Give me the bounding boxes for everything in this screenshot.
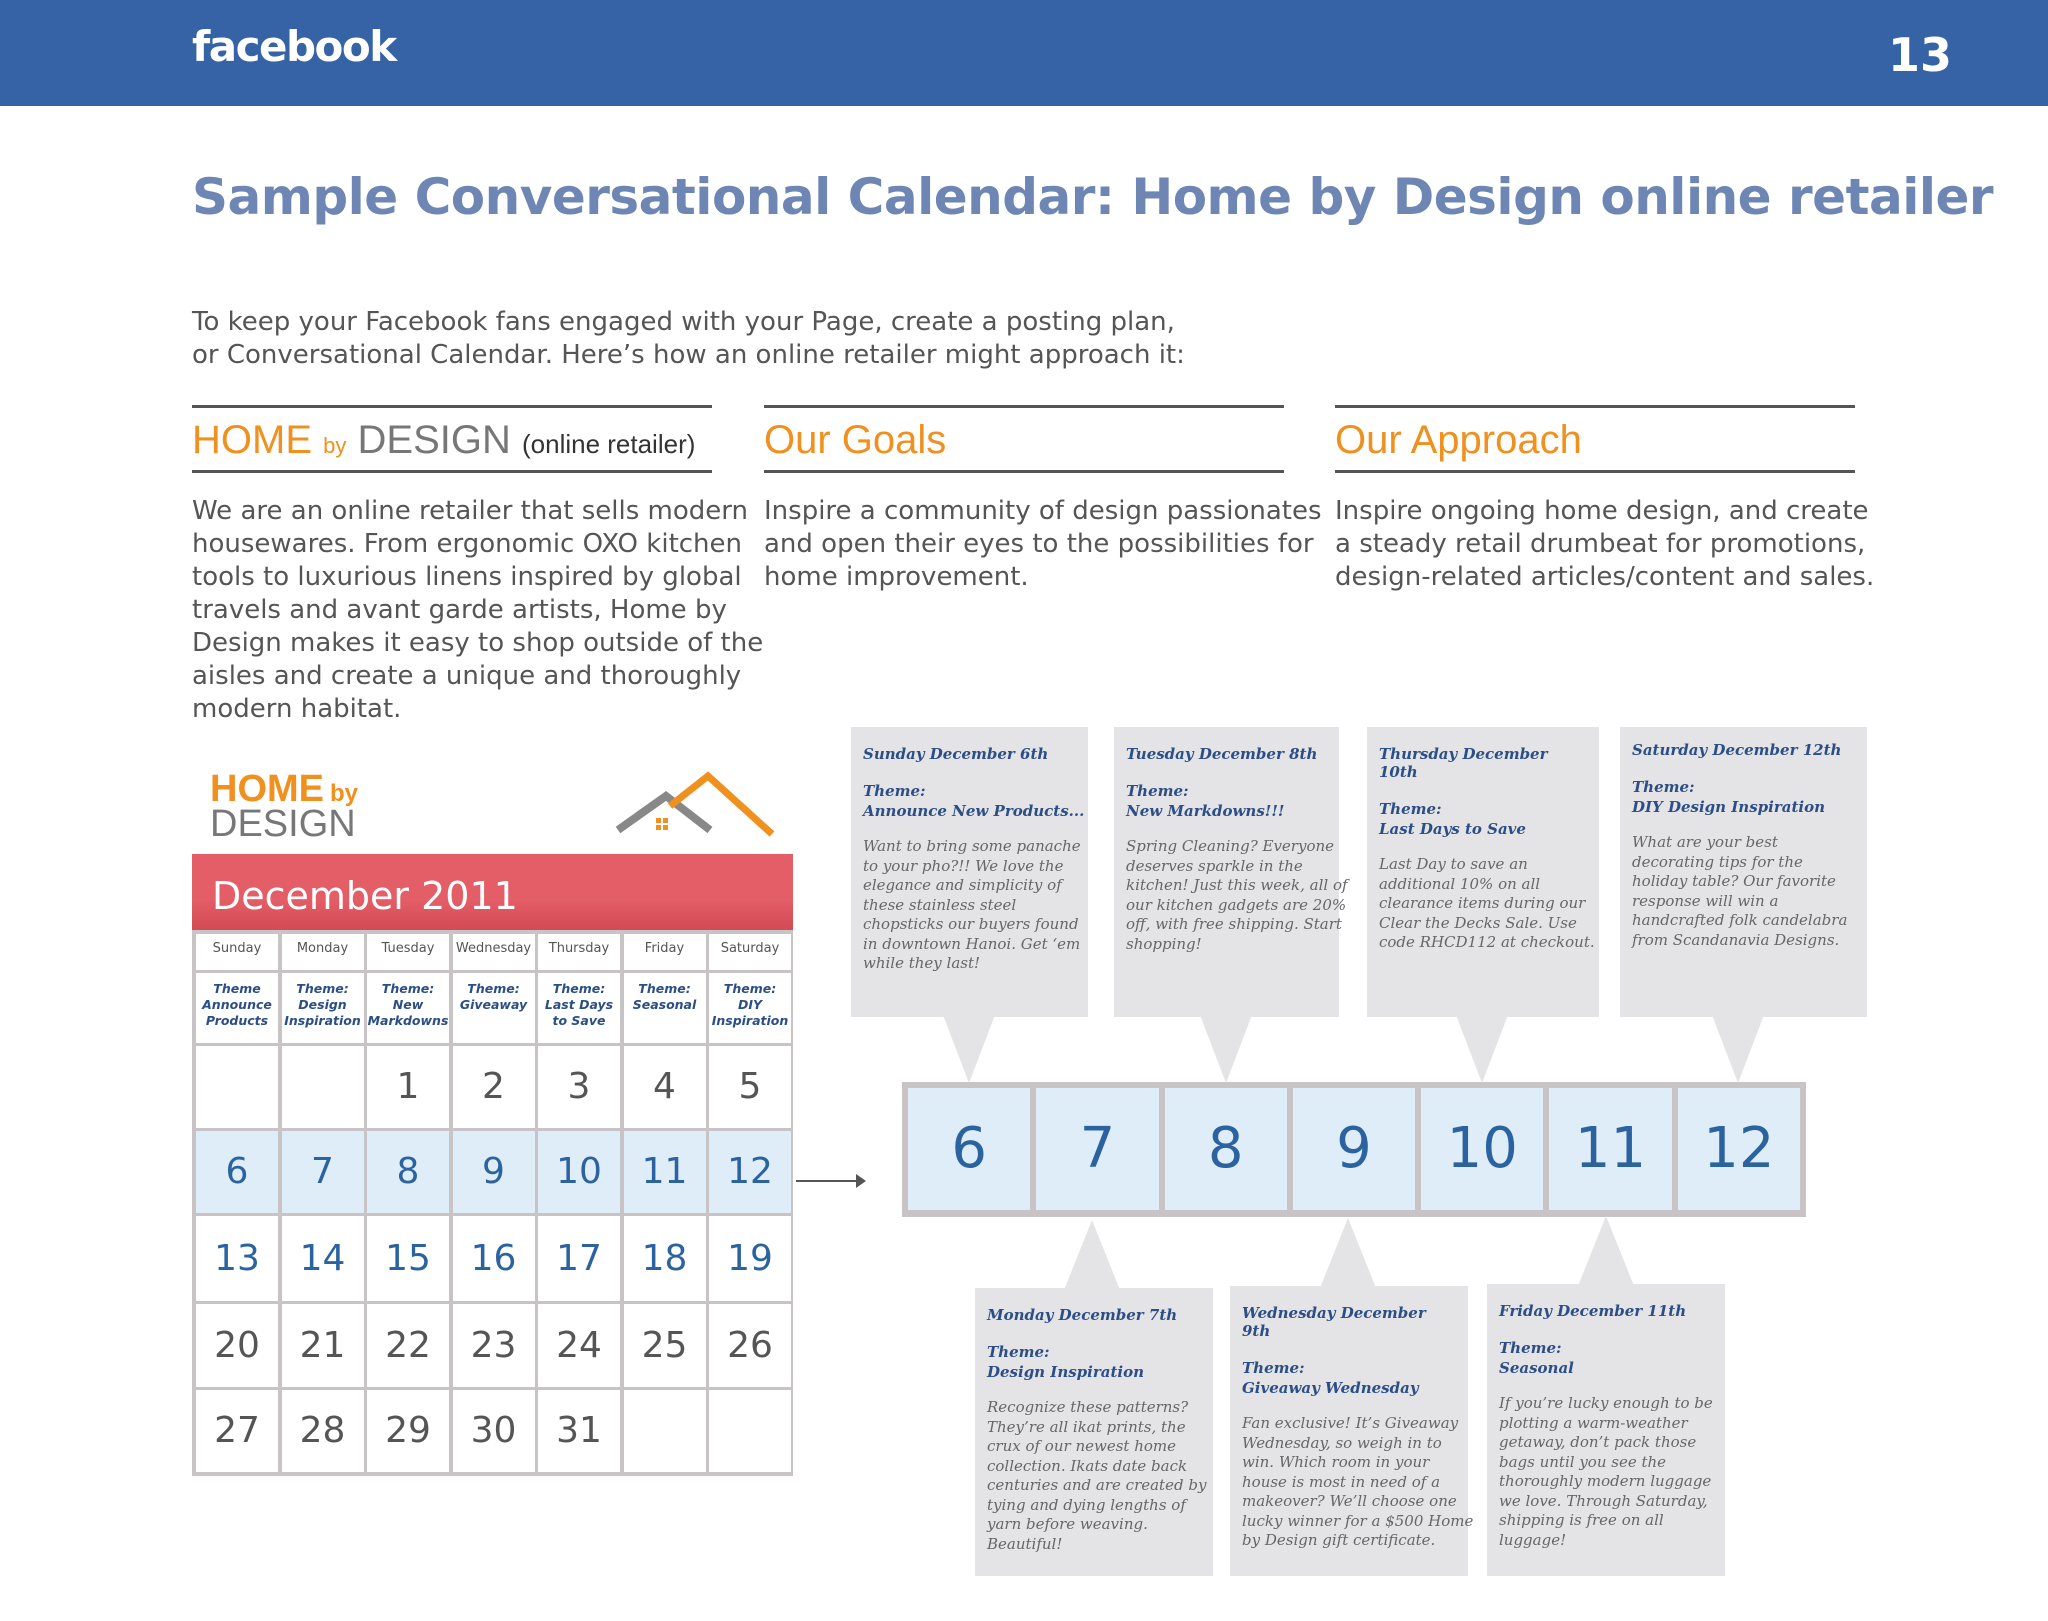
theme-label: Theme:	[1632, 778, 1695, 796]
calendar-date-number: 10	[556, 1151, 602, 1192]
calendar-date-number: 9	[482, 1151, 505, 1192]
post-bubble-sunday	[851, 727, 1088, 1017]
calendar-date-number: 16	[470, 1238, 517, 1279]
text-line: Clear the Decks Sale. Use	[1379, 913, 1577, 932]
calendar-date-number: 1	[396, 1066, 420, 1107]
facebook-logo: facebook	[192, 22, 396, 71]
calendar-logo-design: DESIGN	[210, 803, 356, 845]
calendar-theme	[538, 973, 620, 1043]
post-text	[863, 837, 1081, 974]
calendar-date-number: 15	[385, 1238, 431, 1279]
text-line: tying and dying lengths of	[987, 1495, 1186, 1514]
text-line: we love. Through Saturday,	[1499, 1491, 1708, 1510]
text-line: aisles and create a unique and thoroughly	[192, 661, 742, 691]
theme-label: Theme:	[987, 1343, 1050, 1361]
post-theme	[1242, 1358, 1456, 1398]
theme-value: Design Inspiration	[987, 1363, 1145, 1381]
calendar-date-cell	[538, 1390, 620, 1472]
calendar-date-cell	[453, 1390, 535, 1472]
approach-heading-text: Our Approach	[1335, 418, 1582, 462]
calendar-date-number: 13	[214, 1238, 260, 1279]
calendar-date-cell	[282, 1131, 364, 1213]
text-line: bags until you see the	[1499, 1452, 1667, 1471]
text-line: centuries and are created by	[987, 1476, 1207, 1494]
text-line: from Scandanavia Designs.	[1632, 930, 1840, 949]
company-home: HOME	[192, 418, 312, 462]
calendar-theme-line: Markdowns	[367, 1013, 449, 1028]
calendar-date-cell	[367, 1131, 449, 1213]
calendar-date-cell	[624, 1390, 706, 1472]
text-line: house is most in need of a	[1242, 1472, 1441, 1491]
calendar-date-cell	[282, 1046, 364, 1128]
calendar-month: December 2011	[212, 874, 518, 918]
calendar-date-number: 18	[641, 1238, 688, 1279]
text-line: holiday table? Our favorite	[1632, 872, 1836, 890]
text-line: Inspire a community of design passionates	[764, 496, 1322, 526]
theme-label: Theme:	[1242, 1359, 1305, 1377]
goals-heading	[764, 405, 1284, 473]
calendar-header	[192, 854, 793, 930]
calendar-day-name: Saturday	[709, 934, 791, 970]
post-theme	[1499, 1338, 1713, 1378]
theme-value: Seasonal	[1499, 1359, 1574, 1377]
text-line: housewares. From ergonomic OXO kitchen	[192, 529, 743, 559]
text-line: win. Which room in your	[1242, 1453, 1430, 1471]
post-theme	[1379, 799, 1587, 839]
calendar-day-name: Wednesday	[453, 934, 535, 970]
calendar-theme-line: Theme:	[381, 981, 435, 996]
calendar-date-cell	[709, 1390, 791, 1472]
calendar-date-number: 31	[556, 1410, 602, 1451]
text-line: Fan exclusive! It’s Giveaway	[1242, 1414, 1459, 1432]
text-line: What are your best	[1632, 833, 1778, 851]
week-strip-day: 7	[1036, 1088, 1158, 1210]
company-subtitle: (online retailer)	[521, 429, 696, 459]
approach-heading	[1335, 405, 1855, 473]
calendar-theme-line: Theme:	[467, 981, 520, 996]
calendar-date-number: 11	[641, 1151, 688, 1192]
week-strip-day: 11	[1549, 1088, 1671, 1210]
calendar-date-cell	[196, 1216, 278, 1301]
calendar-theme	[624, 973, 706, 1043]
calendar-day-name: Friday	[624, 934, 706, 970]
text-line: getaway, don’t pack those	[1499, 1433, 1697, 1451]
company-column	[192, 405, 764, 726]
post-date: Monday December 7th	[987, 1306, 1178, 1324]
text-line: Spring Cleaning? Everyone	[1126, 837, 1335, 855]
text-line: They’re all ikat prints, the	[987, 1417, 1186, 1436]
week-strip-day: 10	[1421, 1088, 1543, 1210]
calendar-day-name: Sunday	[196, 934, 278, 970]
calendar-grid	[192, 930, 793, 1476]
company-design: DESIGN	[357, 418, 511, 462]
post-theme	[863, 781, 1085, 821]
bubble-pointer	[1200, 1015, 1252, 1083]
text-line: response will win a	[1632, 891, 1779, 910]
calendar-date-cell	[624, 1304, 706, 1387]
post-date: Wednesday December 9th	[1242, 1304, 1426, 1340]
text-line: Want to bring some panache	[863, 837, 1081, 855]
text-line: crux of our newest home	[987, 1437, 1176, 1455]
calendar-date-number: 30	[470, 1410, 517, 1451]
text-line: a steady retail drumbeat for promotions,	[1335, 529, 1866, 559]
calendar-theme	[709, 973, 791, 1043]
post-theme	[1126, 781, 1327, 821]
theme-label: Theme:	[863, 782, 926, 800]
calendar-date-number: 21	[299, 1325, 346, 1366]
bubble-pointer	[1712, 1015, 1764, 1083]
calendar-theme-line: Theme	[213, 981, 261, 996]
post-text	[1242, 1414, 1474, 1551]
calendar-theme-line: Inspiration	[284, 1013, 361, 1028]
text-line: collection. Ikats date back	[987, 1456, 1188, 1475]
calendar-date-number: 23	[470, 1325, 517, 1366]
goals-description	[764, 495, 1322, 594]
post-bubble-wednesday	[1230, 1286, 1474, 1576]
text-line: to your pho?!! We love the	[863, 856, 1064, 875]
post-bubble-saturday	[1620, 727, 1867, 1017]
calendar-theme-line: Giveaway	[459, 997, 528, 1012]
calendar-date-number: 27	[214, 1410, 260, 1451]
company-heading-text	[192, 418, 695, 463]
calendar-theme	[367, 973, 449, 1043]
text-line: modern habitat.	[192, 694, 402, 724]
calendar-date-cell	[624, 1131, 706, 1213]
text-line: home improvement.	[764, 562, 1029, 592]
week-strip-day: 9	[1293, 1088, 1415, 1210]
text-line: while they last!	[863, 954, 981, 972]
calendar-date-number: 8	[396, 1151, 420, 1192]
theme-label: Theme:	[1126, 782, 1189, 800]
calendar-date-number: 3	[567, 1066, 591, 1107]
calendar-theme-line: to Save	[552, 1013, 606, 1028]
text-line: Last Day to save an	[1379, 855, 1528, 873]
calendar-theme-line: Theme:	[723, 981, 777, 996]
bubble-pointer	[943, 1015, 995, 1083]
text-line: handcrafted folk candelabra	[1632, 911, 1848, 929]
text-line: If you’re lucky enough to be	[1499, 1394, 1713, 1412]
text-line: elegance and simplicity of	[863, 876, 1062, 894]
text-line: these stainless steel	[863, 895, 1017, 914]
theme-value: DIY Design Inspiration	[1632, 798, 1825, 816]
calendar-theme-line: Theme:	[296, 981, 349, 996]
calendar-date-cell	[709, 1131, 791, 1213]
calendar-date-number: 28	[299, 1410, 346, 1451]
calendar-theme-line: Design	[298, 997, 347, 1012]
calendar-day-name: Tuesday	[367, 934, 449, 970]
calendar-date-cell	[196, 1046, 278, 1128]
calendar-date-cell	[538, 1131, 620, 1213]
text-line: design-related articles/content and sales.	[1335, 562, 1875, 592]
text-line: chopsticks our buyers found	[863, 915, 1079, 933]
intro-line: To keep your Facebook fans engaged with your Page, create a posting plan,	[192, 307, 1175, 337]
header-bar	[0, 0, 2048, 106]
calendar-date-number: 26	[727, 1325, 773, 1366]
text-line: luggage!	[1499, 1530, 1567, 1549]
approach-description	[1335, 495, 1875, 594]
text-line: lucky winner for a $500 Home	[1242, 1511, 1474, 1530]
calendar-date-cell	[538, 1216, 620, 1301]
calendar-date-number: 24	[556, 1325, 602, 1366]
post-theme	[1632, 777, 1855, 817]
calendar-theme-line: Theme:	[638, 981, 691, 996]
text-line: clearance items during our	[1379, 894, 1586, 912]
post-bubble-friday	[1487, 1284, 1725, 1576]
calendar-date-cell	[624, 1216, 706, 1301]
calendar-theme	[453, 973, 535, 1043]
calendar-logo-by: by	[330, 780, 359, 807]
text-line: plotting a warm-weather	[1499, 1413, 1688, 1432]
calendar-date-cell	[453, 1046, 535, 1128]
calendar-date-cell	[538, 1304, 620, 1387]
calendar-date-number: 29	[385, 1410, 431, 1451]
week-strip-day: 6	[908, 1088, 1030, 1210]
text-line: deserves sparkle in the	[1126, 856, 1303, 875]
calendar-date-cell	[453, 1216, 535, 1301]
text-line: off, with free shipping. Start	[1126, 915, 1342, 933]
bubble-pointer	[1578, 1216, 1634, 1286]
calendar-theme	[282, 973, 364, 1043]
bubble-pointer	[1456, 1015, 1508, 1083]
company-description	[192, 495, 764, 726]
arrow-right-icon	[856, 1174, 866, 1188]
calendar-logo-home: HOME	[210, 768, 324, 810]
theme-value: Giveaway Wednesday	[1242, 1379, 1419, 1397]
calendar-theme-line: Products	[205, 1013, 269, 1028]
calendar-theme-line: Last Days	[544, 997, 614, 1012]
week-strip-day: 12	[1678, 1088, 1800, 1210]
theme-label: Theme:	[1499, 1339, 1562, 1357]
calendar-date-number: 2	[482, 1066, 505, 1107]
calendar-date-cell	[282, 1390, 364, 1472]
post-date: Thursday December 10th	[1379, 745, 1548, 781]
calendar-date-number: 12	[727, 1151, 773, 1192]
calendar-theme-line: Announce	[202, 997, 272, 1012]
text-line: kitchen! Just this week, all of	[1126, 876, 1348, 894]
calendar-date-number: 19	[727, 1238, 773, 1279]
text-line: additional 10% on all	[1379, 874, 1541, 893]
calendar-date-cell	[709, 1216, 791, 1301]
calendar-theme-line: DIY	[737, 997, 763, 1012]
calendar-date-cell	[709, 1304, 791, 1387]
calendar-theme	[196, 973, 278, 1043]
week-strip-day: 8	[1165, 1088, 1287, 1210]
calendar-date-cell	[709, 1046, 791, 1128]
theme-value: Announce New Products...	[863, 802, 1085, 820]
text-line: and open their eyes to the possibilities for	[764, 529, 1314, 559]
text-line: shopping!	[1126, 934, 1202, 953]
theme-value: Last Days to Save	[1379, 820, 1526, 838]
post-bubble-tuesday	[1114, 727, 1348, 1017]
intro-paragraph	[192, 306, 1192, 372]
post-text	[1379, 855, 1595, 953]
post-date: Saturday December 12th	[1632, 741, 1842, 759]
goals-heading-text: Our Goals	[764, 418, 947, 462]
text-line: Wednesday, so weigh in to	[1242, 1433, 1442, 1452]
post-bubble-thursday	[1367, 727, 1599, 1017]
text-line: Recognize these patterns?	[987, 1398, 1189, 1416]
calendar-date-number: 25	[641, 1325, 688, 1366]
page-number: 13	[1887, 28, 1952, 82]
text-line: code RHCD112 at checkout.	[1379, 933, 1595, 951]
calendar-date-cell	[453, 1131, 535, 1213]
calendar-date-cell	[367, 1216, 449, 1301]
calendar-theme-line: Inspiration	[711, 1013, 789, 1028]
post-theme	[987, 1342, 1201, 1382]
calendar-theme-line: Theme:	[552, 981, 606, 996]
post-date: Friday December 11th	[1499, 1302, 1687, 1320]
bubble-pointer	[1320, 1218, 1376, 1288]
bubble-pointer	[1064, 1220, 1120, 1290]
calendar-date-cell	[196, 1390, 278, 1472]
text-line: yarn before weaving.	[987, 1515, 1148, 1533]
calendar-date-cell	[282, 1304, 364, 1387]
text-line: makeover? We’ll choose one	[1242, 1492, 1457, 1510]
calendar-date-number: 14	[299, 1238, 346, 1279]
page-title: Sample Conversational Calendar: Home by Design online retailer	[192, 168, 1994, 226]
text-line: Inspire ongoing home design, and create	[1335, 496, 1869, 526]
text-line: We are an online retailer that sells modern	[192, 496, 748, 526]
intro-line: or Conversational Calendar. Here’s how an online retailer might approach it:	[192, 340, 1185, 370]
calendar-date-number: 5	[738, 1066, 762, 1107]
calendar-theme-line: Seasonal	[632, 997, 697, 1012]
calendar-date-cell	[453, 1304, 535, 1387]
company-by: by	[323, 433, 347, 458]
post-text	[987, 1398, 1207, 1554]
text-line: Design makes it easy to shop outside of the	[192, 628, 764, 658]
text-line: by Design gift certificate.	[1242, 1531, 1436, 1549]
calendar-date-number: 4	[653, 1066, 676, 1107]
house-icon	[612, 768, 782, 844]
goals-column	[764, 405, 1322, 594]
post-text	[1499, 1394, 1713, 1550]
post-bubble-monday	[975, 1288, 1213, 1576]
calendar-date-number: 6	[225, 1151, 249, 1192]
calendar-date-cell	[367, 1046, 449, 1128]
calendar-theme-line: New	[392, 997, 424, 1012]
calendar-date-number: 22	[385, 1325, 431, 1366]
text-line: in downtown Hanoi. Get ‘em	[863, 934, 1081, 953]
text-line: our kitchen gadgets are 20%	[1126, 895, 1347, 914]
theme-value: New Markdowns!!!	[1126, 802, 1285, 820]
week-strip	[902, 1082, 1806, 1217]
post-date: Tuesday December 8th	[1126, 745, 1318, 763]
text-line: Beautiful!	[987, 1534, 1063, 1553]
calendar-date-cell	[196, 1131, 278, 1213]
arrow-line	[796, 1180, 860, 1182]
calendar-date-number: 20	[214, 1325, 260, 1366]
calendar-day-name: Monday	[282, 934, 364, 970]
calendar-date-number: 7	[311, 1151, 334, 1192]
calendar-date-number: 17	[556, 1238, 602, 1279]
theme-label: Theme:	[1379, 800, 1442, 818]
text-line: decorating tips for the	[1632, 852, 1803, 871]
calendar-day-name: Thursday	[538, 934, 620, 970]
calendar-date-cell	[367, 1304, 449, 1387]
post-date: Sunday December 6th	[863, 745, 1049, 763]
approach-column	[1335, 405, 1875, 594]
calendar-date-cell	[367, 1390, 449, 1472]
company-heading	[192, 405, 712, 473]
calendar-date-cell	[538, 1046, 620, 1128]
post-text	[1126, 837, 1348, 954]
text-line: thoroughly modern luggage	[1499, 1472, 1712, 1490]
calendar-date-cell	[196, 1304, 278, 1387]
text-line: shipping is free on all	[1499, 1511, 1664, 1529]
calendar-date-cell	[282, 1216, 364, 1301]
text-line: tools to luxurious linens inspired by global	[192, 562, 742, 592]
post-text	[1632, 833, 1855, 950]
calendar-date-cell	[624, 1046, 706, 1128]
text-line: travels and avant garde artists, Home by	[192, 595, 727, 625]
